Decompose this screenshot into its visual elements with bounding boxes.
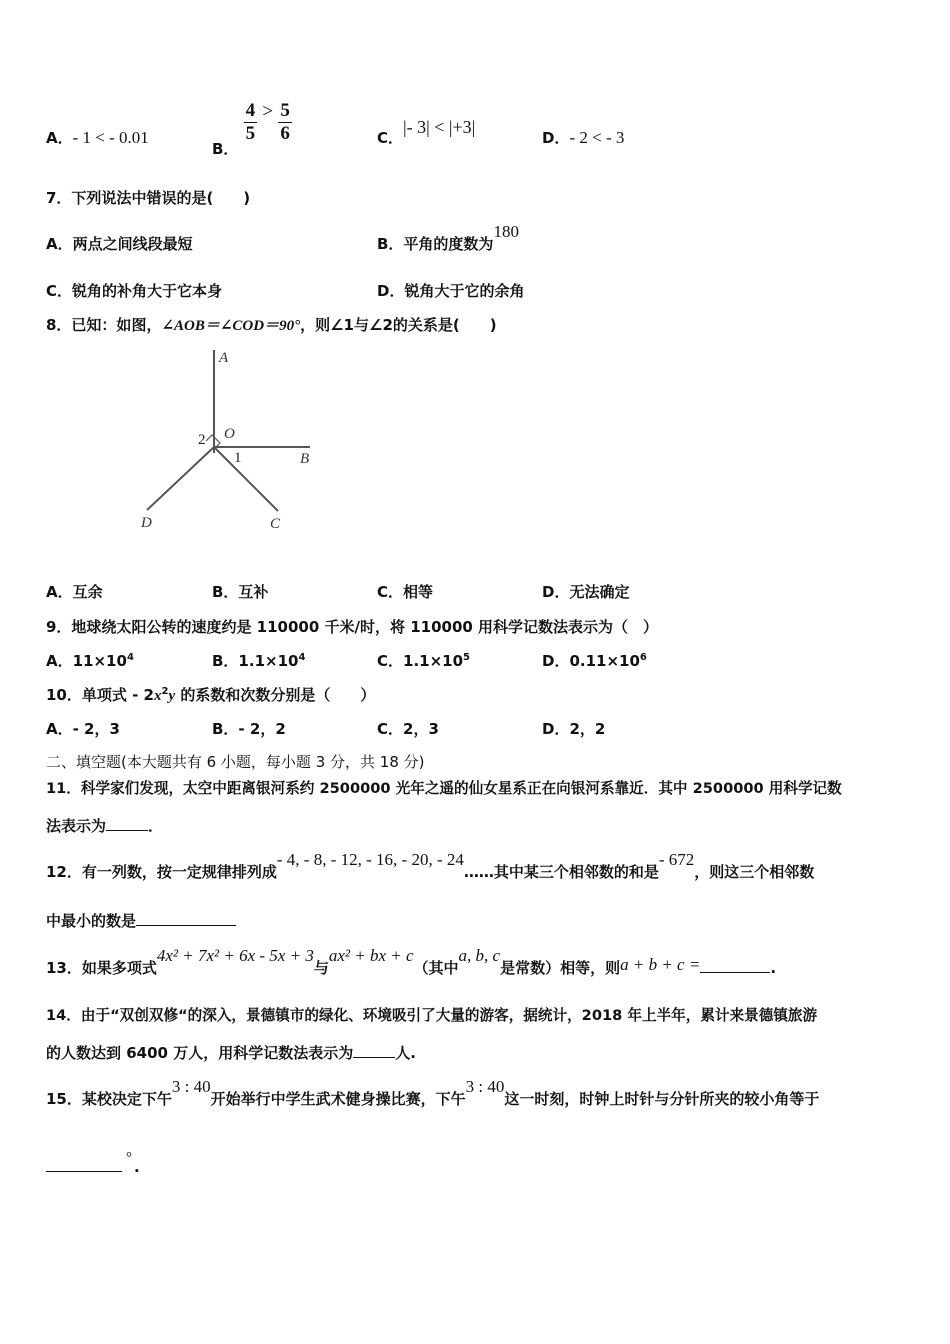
q15-time2: 3 : 40	[465, 1077, 505, 1096]
q13-answer-blank	[700, 958, 770, 973]
q11-answer-blank	[106, 816, 148, 831]
section-2-title: 二、填空题(本大题共有 6 小题，每小题 3 分，共 18 分)	[46, 753, 425, 771]
q7-option-b-value: 180	[493, 222, 519, 241]
q8-option-d: D．无法确定	[542, 583, 630, 601]
q13-poly1: 4x² + 7x² + 6x - 5x + 3	[156, 946, 314, 965]
q12-sum: - 672	[658, 850, 695, 869]
q13-poly2: ax² + bx + c	[328, 946, 414, 965]
label-o: O	[224, 426, 235, 442]
q13-consts: a, b, c	[458, 946, 501, 965]
q6-option-a: A．- 1 < - 0.01	[46, 128, 149, 147]
q9-option-d: D．$0.11\times 10^6$	[542, 652, 647, 670]
q7-option-c: C．锐角的补角大于它本身	[46, 282, 223, 300]
label-d: D	[141, 515, 152, 531]
ray-od	[147, 447, 214, 510]
q8-option-a: A．互余	[46, 583, 103, 601]
q7-stem: 7．下列说法中错误的是( )	[46, 189, 251, 207]
q7-option-b: B．平角的度数为180	[377, 222, 519, 253]
q12-line1: 12．有一列数，按一定规律排列成- 4, - 8, - 12, - 16, - 20, - 24……其中某三个相邻数的和是- 672，则这三个相邻数	[46, 850, 815, 881]
q12-sequence: - 4, - 8, - 12, - 16, - 20, - 24	[276, 850, 464, 869]
q14-answer-blank	[353, 1043, 395, 1058]
q10-option-b: B．- 2，2	[212, 720, 286, 738]
q9-option-c: C．$1.1\times 10^5$	[377, 652, 470, 670]
q10-stem: 10．单项式 - $2x^2y$ 的系数和次数分别是（ ）	[46, 686, 376, 704]
q7-option-d: D．锐角大于它的余角	[377, 282, 525, 300]
q9-stem: 9．地球绕太阳公转的速度约是 110000 千米/时，将 110000 用科学记数法表示为（ ）	[46, 618, 659, 636]
q11-line2: 法表示为 ．	[46, 817, 164, 835]
label-b: B	[300, 451, 310, 467]
q8-option-b: B．互补	[212, 583, 269, 601]
q14-line2: 的人数达到 6400 万人，用科学记数法表示为 人.	[46, 1044, 416, 1062]
q15-degree: °	[126, 1150, 132, 1166]
q12-line2: 中最小的数是	[46, 910, 236, 931]
angle-figure	[130, 340, 330, 540]
q12-answer-blank	[136, 911, 236, 926]
ray-oc	[214, 447, 278, 511]
q7-option-a: A．两点之间线段最短	[46, 235, 193, 253]
q9-option-a: A．$11\times 10^4$	[46, 652, 134, 670]
q6-option-d: D．- 2 < - 3	[542, 128, 625, 147]
label-angle-2: 2	[198, 432, 206, 448]
q13-expr: a + b + c =	[620, 955, 701, 974]
q11-line1: 11．科学家们发现，太空中距离银河系约 2500000 光年之遥的仙女星系正在向银河系靠近．其中 2500000 用科学记数	[46, 780, 842, 797]
q13-line: 13．如果多项式4x² + 7x² + 6x - 5x + 3与ax² + bx + c（其中a, b, c是常数）相等，则a + b + c = .	[46, 946, 777, 977]
label-a: A	[219, 350, 229, 366]
label-angle-1: 1	[234, 450, 242, 466]
q15-answer-blank	[46, 1157, 122, 1172]
q15-time1: 3 : 40	[171, 1077, 211, 1096]
label-c: C	[270, 516, 281, 532]
q9-option-b: B．$1.1\times 10^4$	[212, 652, 306, 670]
q10-option-d: D．2，2	[542, 720, 606, 738]
q6-option-b: B． $\frac{4}{5}$ > $\frac{5}{6}$	[212, 100, 290, 158]
q8-option-c: C．相等	[377, 583, 434, 601]
q14-line1: 14．由于“双创双修“的深入，景德镇市的绿化、环境吸引了大量的游客，据统计，2018 年上半年，累计来景德镇旅游	[46, 1007, 818, 1024]
q15-line1: 15．某校决定下午3 : 40开始举行中学生武术健身操比赛，下午3 : 40这一时刻，时钟上时针与分针所夹的较小角等于	[46, 1077, 820, 1108]
q8-stem: 8．已知：如图，∠AOB＝∠COD＝90°，则∠1与∠2的关系是( )	[46, 316, 497, 334]
q10-option-c: C．2，3	[377, 720, 439, 738]
q15-line2: ° .	[46, 1157, 140, 1177]
q6-option-c: C．|- 3| < |+3|	[377, 117, 476, 147]
q10-option-a: A．- 2，3	[46, 720, 120, 738]
